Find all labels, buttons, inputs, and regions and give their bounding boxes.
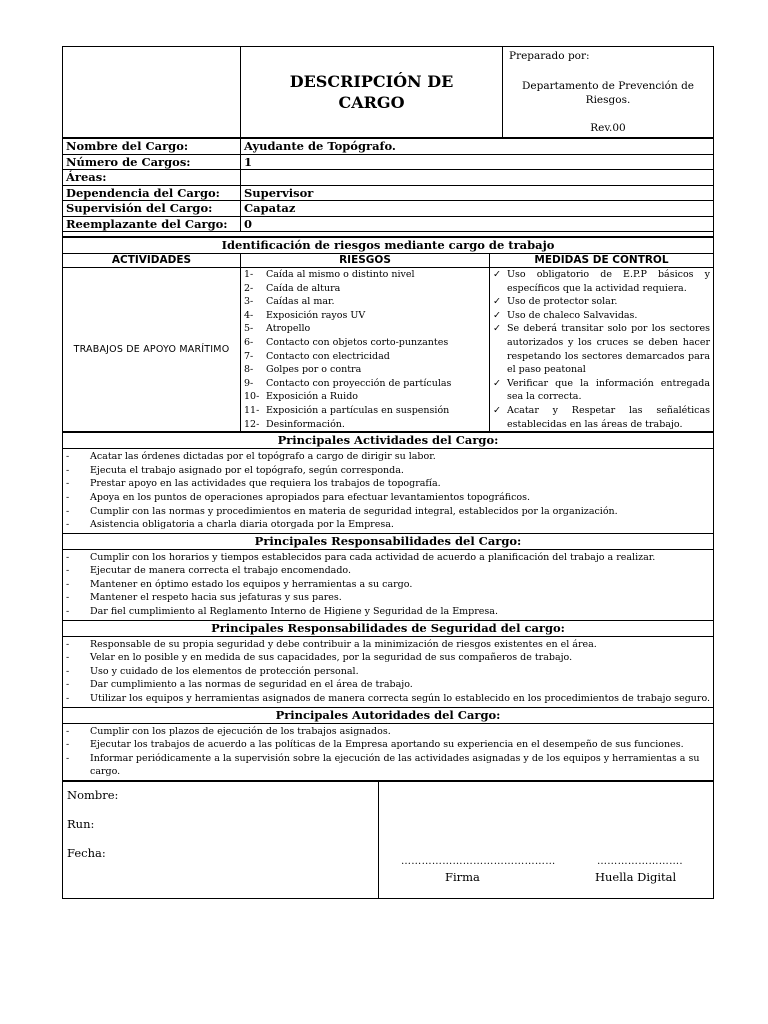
risk-item xyxy=(244,336,486,350)
risk-text: Golpes por o contra xyxy=(266,364,362,376)
fields-table xyxy=(62,138,714,237)
list-item xyxy=(66,564,710,578)
firma-label: Firma xyxy=(445,870,480,884)
field-row xyxy=(63,154,714,170)
risk-item xyxy=(244,309,486,323)
risks-column-header: RIESGOS xyxy=(241,254,490,268)
signature-area xyxy=(379,782,714,899)
checkmark-icon: ✓ xyxy=(493,323,501,335)
list-item xyxy=(66,665,710,679)
document-title xyxy=(241,47,503,138)
list-item xyxy=(66,651,710,665)
risk-number: 10- xyxy=(244,391,260,403)
field-row xyxy=(63,185,714,201)
field-value: 1 xyxy=(241,154,714,170)
risk-number: 7- xyxy=(244,350,254,362)
risk-number: 6- xyxy=(244,336,254,348)
list-item-text: Mantener en óptimo estado los equipos y herramientas a su cargo. xyxy=(90,578,413,590)
list-item xyxy=(66,738,710,752)
bullet-dash: - xyxy=(66,638,70,650)
list-item-text: Dar cumplimiento a las normas de seguridad en el área de trabajo. xyxy=(90,679,413,691)
list-item xyxy=(66,505,710,519)
logo-area xyxy=(63,47,241,138)
field-label: Nombre del Cargo: xyxy=(63,139,241,155)
field-value: Supervisor xyxy=(241,185,714,201)
bullet-dash: - xyxy=(66,451,70,463)
control-item xyxy=(493,322,710,376)
list-item-text: Cumplir con los plazos de ejecución de los trabajos asignados. xyxy=(90,725,391,737)
signature-table xyxy=(62,781,714,899)
list-item xyxy=(66,605,710,619)
bullet-dash: - xyxy=(66,652,70,664)
activities-section-title: Principales Actividades del Cargo: xyxy=(63,433,714,449)
risk-text: Exposición a partículas en suspensión xyxy=(266,404,450,416)
revision-number: Rev.00 xyxy=(590,122,626,134)
risk-text: Contacto con proyección de partículas xyxy=(266,377,452,389)
bullet-dash: - xyxy=(66,606,70,618)
field-value: 0 xyxy=(241,216,714,232)
authorities-section-title: Principales Autoridades del Cargo: xyxy=(63,707,714,723)
activities-items-row xyxy=(63,449,714,534)
list-item-text: Responsable de su propia seguridad y debe contribuir a la minimización de riesgos existentes en el área. xyxy=(90,638,597,650)
run-label: Run: xyxy=(67,817,95,831)
title-line-2: CARGO xyxy=(338,93,405,112)
list-item-text: Ejecutar los trabajos de acuerdo a las políticas de la Empresa aportando su experiencia en el desempeño de sus funciones. xyxy=(90,739,684,751)
risk-text: Contacto con objetos corto-punzantes xyxy=(266,336,449,348)
field-label: Dependencia del Cargo: xyxy=(63,185,241,201)
field-row xyxy=(63,216,714,232)
list-item-text: Ejecuta el trabajo asignado por el topógrafo, según corresponda. xyxy=(90,464,404,476)
huella-label: Huella Digital xyxy=(595,870,677,884)
risk-table xyxy=(62,237,714,432)
bullet-dash: - xyxy=(66,679,70,691)
list-item-text: Mantener el respeto hacia sus jefaturas y sus pares. xyxy=(90,592,342,604)
risk-item xyxy=(244,282,486,296)
list-item xyxy=(66,692,710,706)
list-item xyxy=(66,450,710,464)
list-item xyxy=(66,491,710,505)
responsibilities-list xyxy=(63,549,714,620)
list-item xyxy=(66,678,710,692)
list-item xyxy=(66,464,710,478)
control-text: Uso de protector solar. xyxy=(507,296,618,308)
responsibilities-section-title: Principales Responsabilidades del Cargo: xyxy=(63,533,714,549)
authorities-list xyxy=(63,723,714,780)
risk-item xyxy=(244,322,486,336)
checkmark-icon: ✓ xyxy=(493,269,501,280)
bullet-dash: - xyxy=(66,478,70,490)
activities-list xyxy=(63,449,714,534)
job-description-document xyxy=(62,46,713,899)
responsibilities-items-row xyxy=(63,549,714,620)
list-item-text: Cumplir con las normas y procedimientos en materia de seguridad integral, establecidos por la organización. xyxy=(90,505,618,517)
department-name: Departamento de Prevención de Riesgos. xyxy=(522,80,694,106)
prepared-by-label: Preparado por: xyxy=(509,50,590,62)
risk-item xyxy=(244,404,486,418)
control-text: Uso obligatorio de E.P.P básicos y específicos que la actividad requiera. xyxy=(507,269,710,294)
risk-text: Exposición a Ruido xyxy=(266,391,359,403)
risk-number: 3- xyxy=(244,296,254,308)
field-row xyxy=(63,170,714,186)
risk-number: 5- xyxy=(244,323,254,335)
risk-item xyxy=(244,350,486,364)
signature-fields xyxy=(63,782,379,899)
list-item xyxy=(66,591,710,605)
list-item xyxy=(66,518,710,532)
field-label: Número de Cargos: xyxy=(63,154,241,170)
activities-column-header: ACTIVIDADES xyxy=(63,254,241,268)
risk-text: Exposición rayos UV xyxy=(266,309,366,321)
list-item-text: Uso y cuidado de los elementos de protección personal. xyxy=(90,665,359,677)
list-item xyxy=(66,725,710,739)
field-label: Supervisión del Cargo: xyxy=(63,201,241,217)
risk-text: Desinformación. xyxy=(266,418,345,430)
list-item xyxy=(66,752,710,779)
bullet-dash: - xyxy=(66,693,70,705)
risk-number: 8- xyxy=(244,364,254,376)
safety-title-row xyxy=(63,620,714,636)
spacer-row xyxy=(63,232,714,237)
control-item xyxy=(493,309,710,323)
control-text: Verificar que la información entregada sea la correcta. xyxy=(507,377,710,403)
header-table xyxy=(62,46,714,138)
risk-number: 9- xyxy=(244,377,254,389)
bullet-dash: - xyxy=(66,752,70,764)
risk-section-title: Identificación de riesgos mediante cargo de trabajo xyxy=(63,238,714,254)
bullet-dash: - xyxy=(66,739,70,751)
authorities-title-row xyxy=(63,707,714,723)
control-text: Acatar y Respetar las señaléticas establecidas en las áreas de trabajo. xyxy=(507,404,710,430)
list-item-text: Dar fiel cumplimiento al Reglamento Interno de Higiene y Seguridad de la Empresa. xyxy=(90,606,498,618)
list-item-text: Cumplir con los horarios y tiempos establecidos para cada actividad de acuerdo a planificación del trabajo a realizar. xyxy=(90,551,656,563)
bullet-dash: - xyxy=(66,505,70,517)
risk-number: 12- xyxy=(244,418,260,430)
list-item-text: Ejecutar de manera correcta el trabajo encomendado. xyxy=(90,565,351,577)
risk-number: 1- xyxy=(244,269,254,280)
risk-item xyxy=(244,418,486,432)
control-item xyxy=(493,268,710,295)
checkmark-icon: ✓ xyxy=(493,296,501,308)
risk-text: Caída de altura xyxy=(266,282,341,294)
risk-text: Caída al mismo o distinto nivel xyxy=(266,269,415,280)
risk-item xyxy=(244,268,486,282)
risk-item xyxy=(244,363,486,377)
list-item xyxy=(66,551,710,565)
sections-table xyxy=(62,432,714,781)
activity-cell xyxy=(63,268,241,432)
list-item-text: Apoya en los puntos de operaciones apropiados para efectuar levantamientos topográficos. xyxy=(90,491,531,503)
risk-list xyxy=(241,268,490,432)
list-item-text: Utilizar los equipos y herramientas asignados de manera correcta según lo establecido en los procedimientos de trabajo seguro. xyxy=(90,693,711,705)
control-item xyxy=(493,404,710,431)
activities-title-row xyxy=(63,433,714,449)
safety-section-title: Principales Responsabilidades de Seguridad del cargo: xyxy=(63,620,714,636)
bullet-dash: - xyxy=(66,551,70,563)
responsibilities-title-row xyxy=(63,533,714,549)
bullet-dash: - xyxy=(66,519,70,531)
bullet-dash: - xyxy=(66,665,70,677)
bullet-dash: - xyxy=(66,565,70,577)
list-item-text: Asistencia obligatoria a charla diaria otorgada por la Empresa. xyxy=(90,519,394,531)
controls-column-header: MEDIDAS DE CONTROL xyxy=(490,254,714,268)
list-item-text: Prestar apoyo en las actividades que requiera los trabajos de topografía. xyxy=(90,478,441,490)
list-item xyxy=(66,578,710,592)
risk-text: Contacto con electricidad xyxy=(266,350,390,362)
firma-line: ……………………………………… xyxy=(401,856,556,867)
date-label: Fecha: xyxy=(67,846,106,860)
risk-text: Atropello xyxy=(266,323,311,335)
list-item-text: Informar periódicamente a la supervisión sobre la ejecución de las actividades asignadas y de los equipos y herramientas a su cargo. xyxy=(90,752,700,778)
control-item xyxy=(493,377,710,404)
field-value: Capataz xyxy=(241,201,714,217)
risk-item xyxy=(244,390,486,404)
bullet-dash: - xyxy=(66,578,70,590)
list-item-text: Acatar las órdenes dictadas por el topógrafo a cargo de dirigir su labor. xyxy=(90,451,436,463)
control-list xyxy=(490,268,714,432)
bullet-dash: - xyxy=(66,464,70,476)
bullet-dash: - xyxy=(66,592,70,604)
field-label: Reemplazante del Cargo: xyxy=(63,216,241,232)
field-label: Áreas: xyxy=(63,170,241,186)
list-item-text: Velar en lo posible y en medida de sus capacidades, por la seguridad de sus compañeros de trabajo. xyxy=(90,652,573,664)
field-row xyxy=(63,139,714,155)
risk-item xyxy=(244,295,486,309)
field-row xyxy=(63,201,714,217)
risk-number: 11- xyxy=(244,404,260,416)
risk-number: 2- xyxy=(244,282,254,294)
bullet-dash: - xyxy=(66,725,70,737)
activity-text: TRABAJOS DE APOYO MARÍTIMO xyxy=(73,344,230,356)
bullet-dash: - xyxy=(66,491,70,503)
authorities-items-row xyxy=(63,723,714,780)
field-value xyxy=(241,170,714,186)
title-line-1: DESCRIPCIÓN DE xyxy=(289,72,454,91)
risk-number: 4- xyxy=(244,309,254,321)
list-item xyxy=(66,638,710,652)
checkmark-icon: ✓ xyxy=(493,309,501,321)
prepared-by-box xyxy=(503,47,714,138)
field-value: Ayudante de Topógrafo. xyxy=(241,139,714,155)
huella-line: ……………………. xyxy=(597,856,683,867)
control-text: Se deberá transitar solo por los sectores autorizados y los cruces se deben hacer respetando los sectores demarcados para el paso peatonal xyxy=(507,323,710,376)
checkmark-icon: ✓ xyxy=(493,377,501,389)
name-label: Nombre: xyxy=(67,788,119,802)
list-item xyxy=(66,477,710,491)
safety-items-row xyxy=(63,636,714,707)
control-item xyxy=(493,295,710,309)
checkmark-icon: ✓ xyxy=(493,404,501,416)
risk-text: Caídas al mar. xyxy=(266,296,335,308)
control-text: Uso de chaleco Salvavidas. xyxy=(507,309,638,321)
risk-item xyxy=(244,377,486,391)
safety-list xyxy=(63,636,714,707)
